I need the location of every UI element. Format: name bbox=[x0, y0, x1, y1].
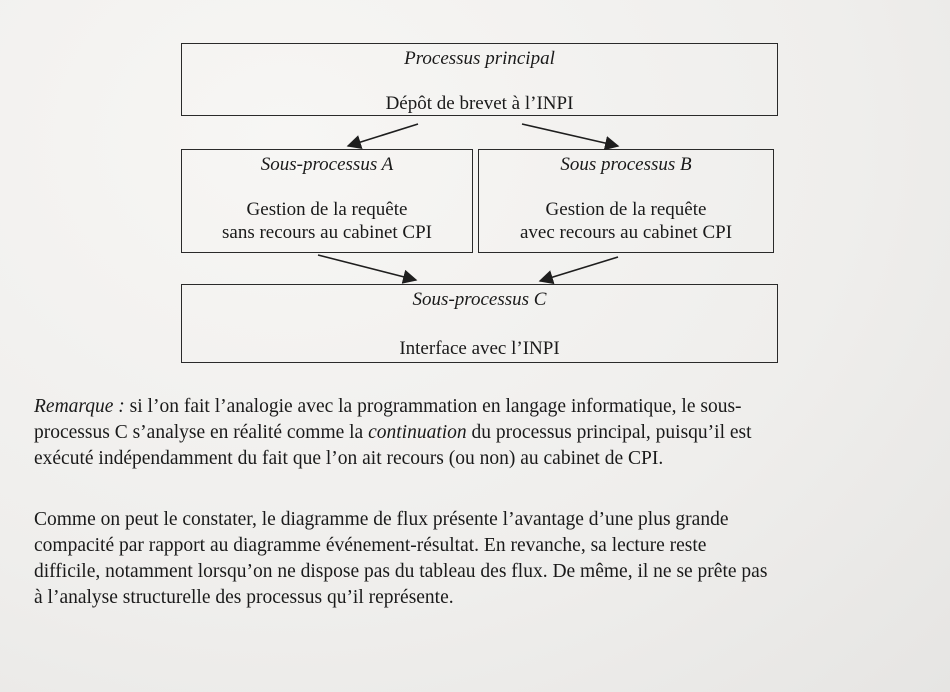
remark-line-2-pre: processus C s’analyse en réalité comme la bbox=[34, 422, 369, 443]
subprocess-a-body-line2: sans recours au cabinet CPI bbox=[222, 222, 432, 243]
remark-line-2 bbox=[34, 420, 934, 446]
subprocess-c-box bbox=[181, 284, 778, 363]
main-process-title: Processus principal bbox=[404, 48, 555, 69]
subprocess-b-body-line1: Gestion de la requête bbox=[545, 199, 707, 220]
main-process-box bbox=[181, 43, 778, 116]
subprocess-c-title: Sous-processus C bbox=[412, 289, 547, 310]
subprocess-b-box bbox=[478, 149, 774, 253]
remark-continuation-word: continuation bbox=[368, 422, 467, 443]
subprocess-a-title: Sous-processus A bbox=[260, 154, 394, 175]
conclusion-line-1: Comme on peut le constater, le diagramme de flux présente l’avantage d’une plus grande bbox=[34, 509, 729, 530]
remark-line-2-post: du processus principal, puisqu’il est bbox=[466, 422, 752, 443]
remark-paragraph bbox=[34, 394, 934, 472]
arrow-a-to-c bbox=[318, 255, 416, 280]
main-process-body: Dépôt de brevet à l’INPI bbox=[385, 93, 574, 114]
subprocess-a-box bbox=[181, 149, 473, 253]
arrow-main-to-a bbox=[348, 124, 418, 146]
arrow-main-to-b bbox=[522, 124, 618, 146]
subprocess-c-body: Interface avec l’INPI bbox=[399, 338, 560, 359]
subprocess-b-title: Sous processus B bbox=[560, 154, 692, 175]
conclusion-paragraph bbox=[34, 507, 934, 611]
remark-line-3: exécuté indépendamment du fait que l’on ait recours (ou non) au cabinet de CPI. bbox=[34, 448, 664, 469]
remark-line-1-text: si l’on fait l’analogie avec la programmation en langage informatique, le sous- bbox=[124, 396, 742, 417]
arrow-b-to-c bbox=[540, 257, 618, 281]
conclusion-line-3: difficile, notamment lorsqu’on ne dispose pas du tableau des flux. De même, il ne se prête pas bbox=[34, 561, 768, 582]
subprocess-b-body-line2: avec recours au cabinet CPI bbox=[519, 222, 733, 243]
remark-label: Remarque : bbox=[34, 396, 125, 417]
conclusion-line-2: compacité par rapport au diagramme événement-résultat. En revanche, sa lecture reste bbox=[34, 535, 707, 556]
remark-line-1 bbox=[34, 394, 934, 420]
conclusion-line-4: à l’analyse structurelle des processus qu’il représente. bbox=[34, 587, 454, 608]
subprocess-a-body-line1: Gestion de la requête bbox=[246, 199, 408, 220]
